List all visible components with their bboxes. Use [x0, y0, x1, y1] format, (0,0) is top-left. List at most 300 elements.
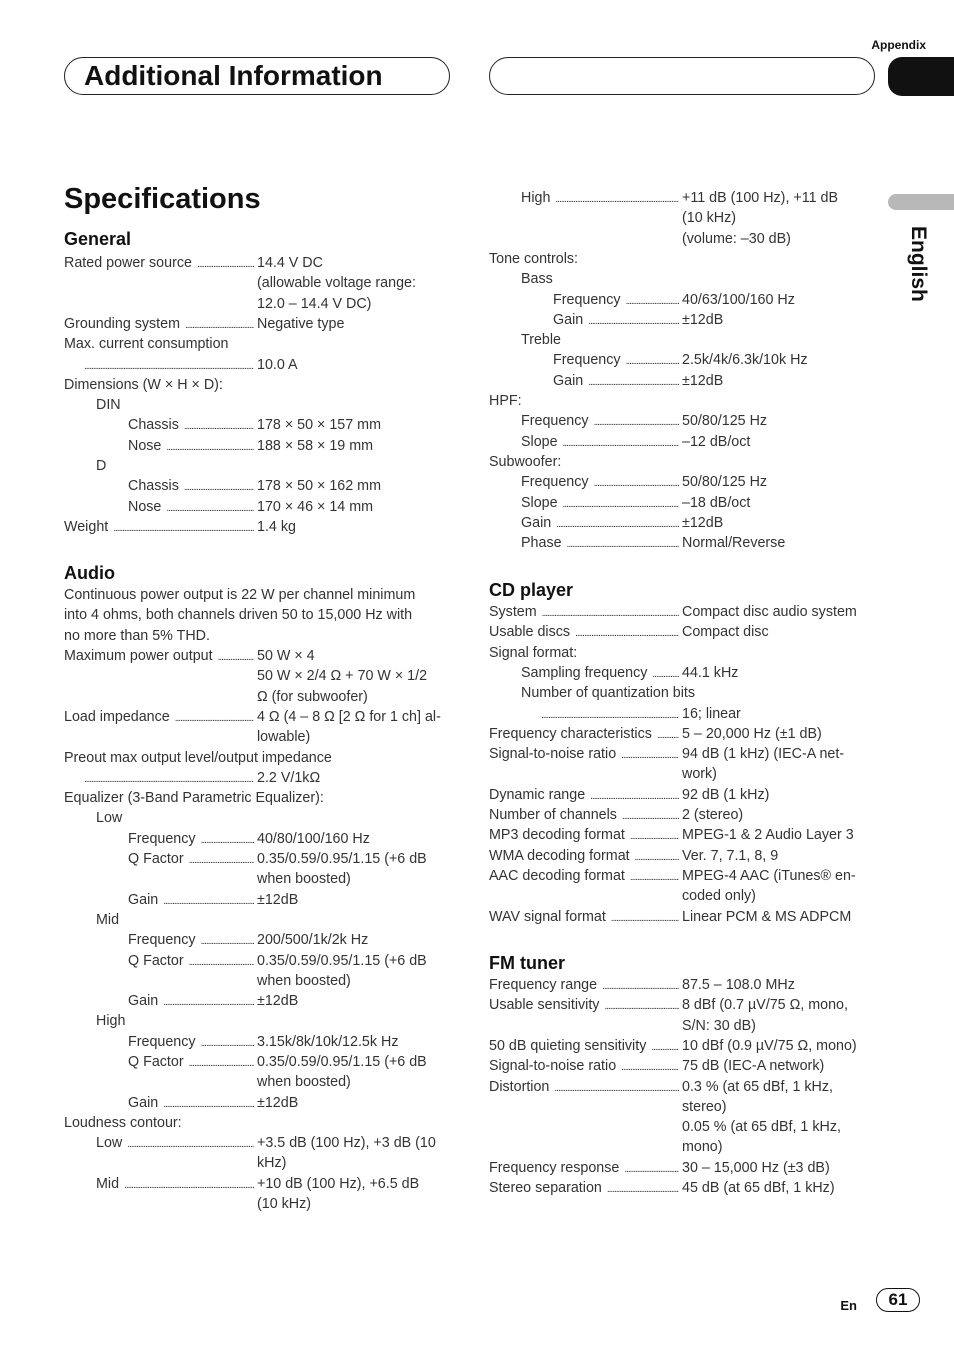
spec-value-line: 50/80/125 Hz: [682, 474, 768, 491]
spec-label-cell: [64, 375, 454, 395]
spec-value-line: MPEG-4 AAC (iTunes® en-: [682, 867, 856, 884]
spec-label: Signal format:: [489, 644, 578, 661]
spec-value-line: when boosted): [257, 972, 351, 989]
dot-leader: [657, 724, 679, 740]
spec-label: Frequency: [128, 1033, 196, 1050]
spec-label: Max. current consumption: [64, 336, 229, 353]
dot-leader: [84, 768, 254, 784]
spec-value: [257, 1133, 436, 1174]
spec-value: [257, 646, 427, 707]
dot-leader: [166, 497, 254, 513]
spec-value: [682, 663, 738, 683]
spec-label-cell: [489, 1158, 682, 1178]
spec-label: MP3 decoding format: [489, 827, 625, 844]
spec-label-cell: [128, 951, 257, 971]
spec-value-line: 50 W × 4: [257, 648, 315, 664]
spec-label: Gain: [553, 311, 584, 328]
spec-value-line: +3.5 dB (100 Hz), +3 dB (10: [257, 1135, 436, 1152]
general-heading: General: [64, 229, 132, 249]
dot-leader: [542, 602, 679, 618]
spec-label-cell: [96, 1011, 454, 1031]
spec-value: [682, 411, 767, 431]
spec-value: [682, 1077, 841, 1158]
spec-label: Frequency: [128, 932, 196, 949]
spec-label: Frequency: [521, 413, 589, 430]
spec-label: Distortion: [489, 1078, 550, 1095]
spec-label: Frequency: [553, 352, 621, 369]
spec-value-line: 2.2 V/1kΩ: [257, 769, 321, 786]
spec-label-cell: [128, 829, 257, 849]
spec-label-cell: [489, 975, 682, 995]
dot-leader: [201, 829, 254, 845]
dot-leader: [563, 432, 679, 448]
spec-label: Loudness contour:: [64, 1114, 182, 1131]
spec-label: WAV signal format: [489, 908, 606, 925]
spec-value: [257, 930, 368, 950]
dot-leader: [607, 1178, 679, 1194]
spec-value-line: 178 × 50 × 157 mm: [257, 417, 381, 434]
spec-value: [682, 533, 785, 553]
spec-value: [682, 1036, 857, 1056]
spec-value-line: (10 kHz): [682, 210, 737, 227]
spec-label: Weight: [64, 518, 109, 535]
spec-label-cell: [489, 825, 682, 845]
dot-leader: [113, 517, 254, 533]
audio-intro-line: no more than 5% THD.: [64, 627, 210, 644]
spec-value-line: ±12dB: [682, 311, 724, 328]
spec-label: Frequency: [521, 474, 589, 491]
spec-value: [682, 472, 767, 492]
spec-label-cell: [489, 249, 879, 269]
spec-label-cell: [64, 253, 257, 273]
spec-value-line: 50 W × 2/4 Ω + 70 W × 1/2: [257, 668, 428, 685]
audio-heading: Audio: [64, 563, 115, 583]
spec-value-line: MPEG-1 & 2 Audio Layer 3: [682, 827, 854, 844]
audio-intro-line: into 4 ohms, both channels driven 50 to 15,000 Hz with: [64, 607, 413, 624]
spec-label: Number of channels: [489, 807, 617, 823]
spec-value: [682, 513, 723, 533]
spec-label: Gain: [553, 372, 584, 389]
spec-value: [682, 310, 723, 330]
spec-label: Frequency characteristics: [489, 725, 652, 742]
header-title: Additional Information: [84, 60, 383, 91]
spec-label: WMA decoding format: [489, 847, 630, 864]
spec-label-cell: [489, 1178, 682, 1198]
spec-label: Treble: [521, 332, 561, 349]
spec-value-line: 16; linear: [682, 705, 741, 722]
dot-leader: [621, 744, 679, 760]
spec-label: Load impedance: [64, 708, 170, 725]
fm-tuner-heading: FM tuner: [489, 953, 565, 973]
spec-value: [682, 724, 822, 744]
spec-value: [682, 995, 848, 1036]
spec-label: Nose: [128, 498, 162, 515]
spec-value: [682, 805, 743, 825]
spec-value-line: 2.5k/4k/6.3k/10k Hz: [682, 352, 808, 369]
spec-label-cell: [489, 744, 682, 764]
spec-value-line: 30 – 15,000 Hz (±3 dB): [682, 1159, 830, 1176]
spec-value-line: 87.5 – 108.0 MHz: [682, 977, 795, 993]
dot-leader: [611, 907, 679, 923]
dot-leader: [630, 866, 679, 882]
spec-value-line: (allowable voltage range:: [257, 275, 416, 292]
spec-label: Gain: [128, 993, 159, 1010]
spec-value: [257, 1032, 398, 1052]
spec-value-line: 44.1 kHz: [682, 664, 739, 681]
dot-leader: [622, 805, 679, 821]
spec-value-line: 94 dB (1 kHz) (IEC-A net-: [682, 746, 845, 763]
spec-label: Preout max output level/output impedance: [64, 749, 332, 766]
spec-label: Low: [96, 1135, 123, 1152]
spec-value-line: mono): [682, 1139, 723, 1156]
dot-leader: [166, 436, 254, 452]
spec-label: Subwoofer:: [489, 453, 562, 470]
spec-label: Gain: [128, 891, 159, 908]
spec-value: [682, 493, 750, 513]
spec-label-cell: [489, 785, 682, 805]
spec-label: Tone controls:: [489, 250, 579, 267]
spec-value: [257, 707, 441, 748]
dot-leader: [594, 472, 679, 488]
spec-label-cell: [128, 930, 257, 950]
spec-label-cell: [521, 188, 682, 208]
spec-label-cell: [521, 330, 879, 350]
spec-value: [257, 849, 427, 890]
spec-value-line: +11 dB (100 Hz), +11 dB: [682, 190, 839, 206]
spec-label: Frequency: [553, 291, 621, 308]
audio-intro: [64, 585, 454, 646]
spec-value: [257, 476, 381, 496]
dot-leader: [163, 991, 254, 1007]
dot-leader: [189, 951, 254, 967]
spec-value-line: 14.4 V DC: [257, 255, 323, 271]
spec-label-cell: [489, 1056, 682, 1076]
spec-value: [257, 497, 373, 517]
dot-leader: [201, 930, 254, 946]
spec-label-cell: [128, 476, 257, 496]
dot-leader: [175, 707, 254, 723]
dot-leader: [588, 310, 679, 326]
spec-value-line: 1.4 kg: [257, 518, 296, 535]
spec-value: [257, 991, 298, 1011]
spec-value: [682, 602, 857, 622]
dot-leader: [626, 350, 679, 366]
spec-label: System: [489, 604, 537, 620]
spec-value-line: 75 dB (IEC-A network): [682, 1058, 825, 1075]
spec-value-line: 0.05 % (at 65 dBf, 1 kHz,: [682, 1119, 841, 1136]
spec-label-cell: [128, 436, 257, 456]
spec-label-cell: [128, 1052, 257, 1072]
spec-label-cell: [489, 643, 879, 663]
spec-value-line: 170 × 46 × 14 mm: [257, 498, 374, 515]
spec-label: Chassis: [128, 478, 179, 495]
spec-label-cell: [521, 411, 682, 431]
spec-value: [682, 907, 851, 927]
spec-value: [682, 866, 856, 907]
spec-label-cell: [489, 995, 682, 1015]
spec-value-line: work): [682, 766, 717, 783]
dot-leader: [556, 513, 679, 529]
footer-language: En: [840, 1298, 857, 1313]
spec-value: [257, 1093, 298, 1113]
spec-label: Phase: [521, 535, 562, 552]
dot-leader: [189, 849, 254, 865]
spec-label: Frequency range: [489, 977, 598, 993]
spec-label: Usable sensitivity: [489, 997, 600, 1014]
dot-leader: [554, 1077, 679, 1093]
spec-label: Grounding system: [64, 315, 181, 332]
spec-label: Chassis: [128, 417, 179, 434]
spec-label: Usable discs: [489, 624, 571, 641]
spec-value-line: coded only): [682, 888, 756, 905]
spec-label-cell: [489, 724, 682, 744]
spec-label-cell: [521, 533, 682, 553]
spec-value: [257, 768, 320, 788]
page-title: Specifications: [64, 183, 261, 215]
spec-label: Stereo separation: [489, 1180, 602, 1196]
spec-label-cell: [128, 991, 257, 1011]
spec-value-line: 10.0 A: [257, 356, 298, 373]
spec-value-line: when boosted): [257, 871, 351, 888]
spec-label-cell: [96, 1133, 257, 1153]
spec-label-cell: [96, 808, 454, 828]
spec-label: Gain: [128, 1094, 159, 1111]
dot-leader: [555, 188, 679, 204]
spec-label: Mid: [96, 911, 120, 928]
spec-label: Slope: [521, 433, 558, 450]
spec-label-cell: [489, 866, 682, 886]
spec-label: High: [521, 190, 551, 206]
section-label: Appendix: [871, 38, 926, 52]
spec-label-cell: [128, 415, 257, 435]
spec-value: [257, 829, 370, 849]
spec-value-line: 0.3 % (at 65 dBf, 1 kHz,: [682, 1078, 833, 1095]
spec-value: [682, 704, 741, 724]
spec-label-cell: [489, 1036, 682, 1056]
spec-value-line: 92 dB (1 kHz): [682, 786, 770, 803]
spec-label: DIN: [96, 397, 121, 414]
spec-value-line: stereo): [682, 1098, 727, 1115]
spec-value: [257, 1174, 419, 1215]
spec-value-line: 0.35/0.59/0.95/1.15 (+6 dB: [257, 851, 427, 867]
spec-value-line: 10 dBf (0.9 µV/75 Ω, mono): [682, 1037, 857, 1054]
dot-leader: [602, 975, 679, 991]
spec-label-cell: [96, 456, 454, 476]
spec-label-cell: [521, 432, 682, 452]
dot-leader: [652, 663, 679, 679]
spec-label: Frequency: [128, 830, 196, 847]
dot-leader: [621, 1056, 679, 1072]
spec-label-cell: [521, 704, 682, 720]
spec-label-cell: [64, 355, 257, 371]
dot-leader: [127, 1133, 254, 1149]
spec-label-cell: [489, 1077, 682, 1097]
spec-label: Low: [96, 810, 123, 827]
spec-label-cell: [96, 395, 454, 415]
spec-label-cell: [521, 663, 682, 683]
spec-label-cell: [64, 646, 257, 666]
spec-label: Maximum power output: [64, 648, 213, 664]
spec-label: Q Factor: [128, 851, 184, 867]
dot-leader: [588, 371, 679, 387]
spec-value: [682, 785, 769, 805]
language-tab-marker: [888, 194, 954, 210]
spec-value-line: Negative type: [257, 315, 345, 332]
dot-leader: [635, 846, 679, 862]
spec-label-cell: [489, 391, 879, 411]
spec-value-line: (10 kHz): [257, 1196, 312, 1213]
spec-value-line: Linear PCM & MS ADPCM: [682, 908, 852, 925]
spec-label-cell: [489, 907, 682, 927]
spec-label: HPF:: [489, 393, 522, 409]
dot-leader: [624, 1158, 679, 1174]
spec-label-cell: [128, 849, 257, 869]
spec-label-cell: [64, 314, 257, 334]
spec-value: [682, 432, 750, 452]
dot-leader: [626, 290, 679, 306]
dot-leader: [575, 622, 679, 638]
spec-label: D: [96, 458, 107, 474]
spec-label: Rated power source: [64, 255, 192, 271]
spec-value-line: 5 – 20,000 Hz (±1 dB): [682, 725, 822, 742]
spec-value-line: 0.35/0.59/0.95/1.15 (+6 dB: [257, 952, 427, 969]
spec-value-line: 178 × 50 × 162 mm: [257, 478, 381, 495]
spec-value: [682, 371, 723, 391]
spec-value-line: –18 dB/oct: [682, 494, 751, 511]
spec-value-line: 12.0 – 14.4 V DC): [257, 295, 372, 312]
spec-value: [257, 355, 298, 375]
spec-value: [682, 1056, 824, 1076]
spec-value: [682, 1178, 835, 1198]
spec-label-cell: [128, 890, 257, 910]
spec-value: [682, 290, 795, 310]
spec-label: Equalizer (3-Band Parametric Equalizer):: [64, 790, 324, 807]
dot-leader: [163, 1093, 254, 1109]
spec-value-line: Normal/Reverse: [682, 535, 786, 552]
spec-value: [682, 1158, 830, 1178]
spec-value-line: Ω (for subwoofer): [257, 688, 368, 705]
spec-value-line: 2 (stereo): [682, 807, 744, 823]
spec-label: High: [96, 1013, 126, 1030]
spec-label-cell: [64, 334, 454, 354]
dot-leader: [184, 415, 254, 431]
audio-intro-line: Continuous power output is 22 W per channel minimum: [64, 587, 416, 603]
cd-player-heading: CD player: [489, 580, 574, 600]
spec-label: Q Factor: [128, 1054, 184, 1070]
spec-value: [682, 975, 795, 995]
dot-leader: [185, 314, 254, 330]
spec-label-cell: [128, 1093, 257, 1113]
spec-value-line: ±12dB: [682, 514, 724, 531]
spec-value-line: 8 dBf (0.7 µV/75 Ω, mono,: [682, 997, 848, 1014]
spec-value: [257, 951, 427, 992]
spec-label-cell: [553, 350, 682, 370]
spec-value: [257, 314, 344, 334]
spec-label-cell: [521, 493, 682, 513]
spec-value: [257, 415, 381, 435]
spec-value: [682, 825, 854, 845]
dot-leader: [630, 825, 679, 841]
spec-label: Mid: [96, 1175, 120, 1192]
dot-leader: [590, 785, 679, 801]
spec-label-cell: [521, 472, 682, 492]
spec-label-cell: [96, 1174, 257, 1194]
spec-value-line: 45 dB (at 65 dBf, 1 kHz): [682, 1180, 835, 1196]
spec-value-line: 3.15k/8k/10k/12.5k Hz: [257, 1033, 399, 1050]
spec-label-cell: [64, 748, 454, 768]
dot-leader: [124, 1174, 254, 1190]
dot-leader: [218, 646, 254, 662]
spec-label-cell: [64, 788, 454, 808]
spec-label: Number of quantization bits: [521, 685, 696, 702]
spec-label-cell: [521, 513, 682, 533]
spec-label: AAC decoding format: [489, 867, 625, 884]
spec-value-line: ±12dB: [257, 891, 299, 908]
dot-leader: [163, 890, 254, 906]
spec-value-line: 0.35/0.59/0.95/1.15 (+6 dB: [257, 1054, 427, 1070]
spec-label-cell: [489, 805, 682, 825]
spec-label-cell: [489, 846, 682, 866]
spec-label-cell: [64, 768, 257, 784]
spec-value: [257, 1052, 427, 1093]
spec-label-cell: [553, 290, 682, 310]
spec-value-line: Compact disc audio system: [682, 604, 857, 620]
spec-label-cell: [521, 269, 879, 289]
spec-value: [257, 253, 416, 314]
spec-value-line: 188 × 58 × 19 mm: [257, 437, 374, 454]
spec-value-line: ±12dB: [257, 993, 299, 1010]
spec-value: [257, 517, 296, 537]
spec-value-line: 200/500/1k/2k Hz: [257, 932, 369, 949]
dot-leader: [594, 411, 679, 427]
dot-leader: [563, 493, 679, 509]
spec-value-line: (volume: –30 dB): [682, 230, 791, 247]
spec-label: Frequency response: [489, 1159, 620, 1176]
dot-leader: [651, 1036, 679, 1052]
spec-value-line: lowable): [257, 729, 311, 746]
dot-leader: [541, 704, 679, 720]
spec-value-line: ±12dB: [682, 372, 724, 389]
spec-value-line: 4 Ω (4 – 8 Ω [2 Ω for 1 ch] al-: [257, 708, 441, 725]
spec-value-line: 40/63/100/160 Hz: [682, 291, 795, 308]
spec-label-cell: [553, 310, 682, 330]
dot-leader: [197, 253, 254, 269]
spec-label: Nose: [128, 437, 162, 454]
section-tab: [888, 57, 954, 96]
spec-value-line: 40/80/100/160 Hz: [257, 830, 370, 847]
spec-value-line: kHz): [257, 1155, 287, 1172]
page-number: 61: [876, 1288, 920, 1312]
spec-label: Slope: [521, 494, 558, 511]
spec-label: Signal-to-noise ratio: [489, 1058, 617, 1075]
spec-label: Dynamic range: [489, 786, 586, 803]
spec-value: [257, 890, 298, 910]
language-tab-label: English: [907, 226, 930, 302]
spec-value: [257, 436, 373, 456]
spec-value-line: +10 dB (100 Hz), +6.5 dB: [257, 1175, 420, 1192]
dot-leader: [201, 1032, 254, 1048]
spec-label-cell: [64, 517, 257, 537]
spec-value-line: S/N: 30 dB): [682, 1017, 756, 1034]
dot-leader: [567, 533, 679, 549]
spec-value-line: Ver. 7, 7.1, 8, 9: [682, 847, 779, 864]
spec-value: [682, 744, 844, 785]
spec-label: Bass: [521, 271, 553, 288]
spec-label-cell: [489, 452, 879, 472]
spec-label-cell: [128, 1032, 257, 1052]
spec-value-line: 50/80/125 Hz: [682, 413, 768, 430]
spec-label: Sampling frequency: [521, 664, 648, 681]
